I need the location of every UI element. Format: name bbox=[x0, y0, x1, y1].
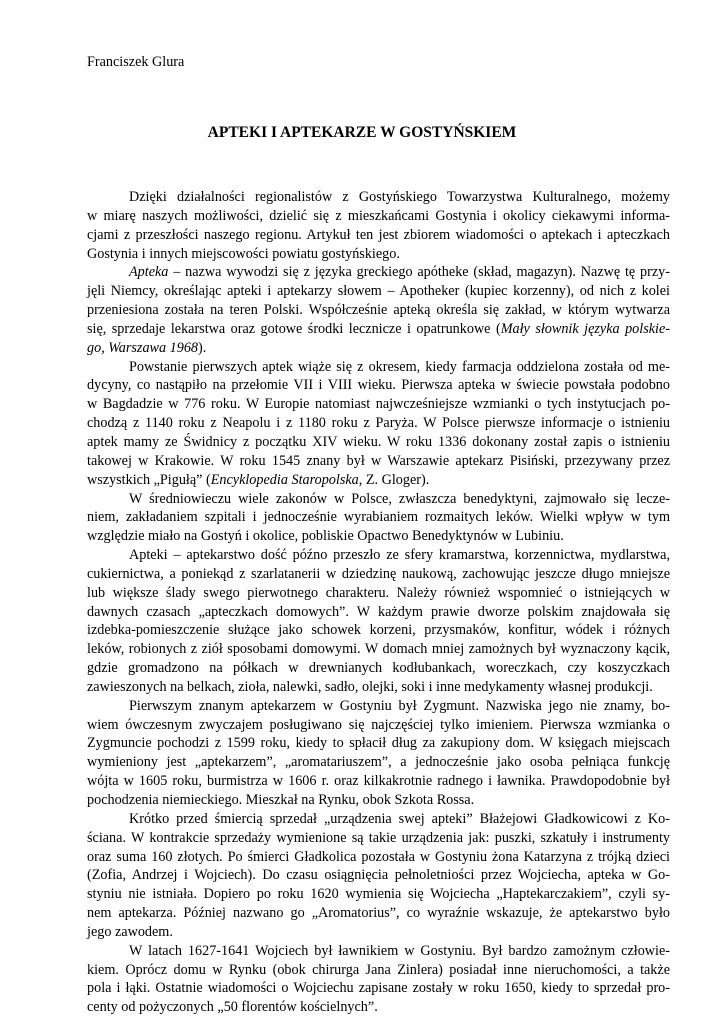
text-line: oraz suma 160 złotych. Po śmierci Gładkolica pozostała w Gostyniu żona Katarzyna z trójką dzieci bbox=[87, 848, 670, 865]
text-line: nem aptekarza. Później nazwano go „Aromatorius”, co wyraźnie wskazuje, że aptekarstwo było bbox=[87, 905, 670, 922]
text-line: Gostynia i innych miejscowości powiatu gostyńskiego. bbox=[87, 245, 400, 262]
text-line: jęli Niemcy, określając apteki i aptekarzy słowem – Apotheker (kupiec korzenny), od nich z kolei bbox=[87, 283, 670, 300]
text-line: pochodzenia niemieckiego. Mieszkał na Rynku, obok Szkota Rossa. bbox=[87, 792, 475, 808]
text-line: aptek mamy ze Świdnicy z początku XIV wieku. W roku 1336 dokonany został zapis o istnieniu bbox=[87, 433, 670, 450]
text-line: Zygmuncie pochodzi z 1599 roku, kiedy to spłacił dług za zakupiony dom. W księgach miejscach bbox=[87, 735, 670, 752]
text-line: Powstanie pierwszych aptek wiąże się z okresem, kiedy farmacja oddzielona została od me- bbox=[129, 358, 670, 375]
text-line: w miarę naszych możliwości, dzielić się z mieszkańcami Gostynia i okolicy ciekawymi informa- bbox=[87, 207, 670, 224]
text-line: względzie miało na Gostyń i okolice, pobliskie Opactwo Benedyktynów w Lubiniu. bbox=[87, 528, 564, 545]
text-line: cukiernictwa, a poniekąd z szarlatanerii w dziedzinę naukową, zachowując jeszcze długo mniejsze bbox=[87, 565, 670, 582]
paragraph bbox=[87, 263, 670, 357]
paragraph bbox=[87, 942, 670, 1017]
paragraph bbox=[87, 697, 670, 810]
text-line: się, sprzedaje lekarstwa oraz gotowe środki lecznicze i opatrunkowe (Mały słownik języka polskie- bbox=[87, 320, 670, 337]
text-line: W latach 1627-1641 Wojciech był ławnikiem w Gostyniu. Był bardzo zamożnym człowie- bbox=[129, 942, 670, 959]
text-line: lub większe ślady swego pierwotnego charakteru. Należy również wspomnieć o istniejących w bbox=[87, 584, 670, 601]
text-line: w Bagdadzie w 776 roku. W Europie natomiast najwcześniejsze wzmianki o tych instytucjach po- bbox=[87, 396, 670, 413]
text-line: Dzięki działalności regionalistów z Gostyńskiego Towarzystwa Kulturalnego, możemy bbox=[129, 189, 670, 205]
paragraph bbox=[87, 188, 670, 263]
paragraph bbox=[87, 546, 670, 697]
text-line: izdebka-pomieszczenie służące jako schowek korzeni, przysmaków, konfitur, wódek i różnych bbox=[87, 622, 670, 639]
paragraph bbox=[87, 810, 670, 942]
text-line: kiem. Oprócz domu w Rynku (obok chirurga Jana Zinlera) posiadał inne nieruchomości, a także bbox=[87, 961, 670, 978]
text-line: dycyny, co nastąpiło na przełomie VII i VIII wieku. Pierwsza apteka w świecie powstała podobno bbox=[87, 377, 670, 394]
author-name: Franciszek Glura bbox=[87, 54, 185, 70]
text-line: (Zofia, Andrzej i Wojciech). Do czasu osiągnięcia pełnoletniości przez Wojciecha, apteka w Go- bbox=[87, 867, 670, 884]
text-line: Apteki – aptekarstwo dość późno przeszło ze sfery kramarstwa, korzennictwa, mydlarstwa, bbox=[129, 547, 670, 564]
text-line: chodzą z 1140 roku z Neapolu i z 1180 roku z Paryża. W Polsce pierwsze informacje o istnieniu bbox=[87, 415, 670, 432]
text-line: Krótko przed śmiercią sprzedał „urządzenia swej apteki” Błażejowi Gładkowicowi z Ko- bbox=[129, 810, 670, 827]
text-line: W średniowieczu wiele zakonów w Polsce, zwłaszcza benedyktyni, zajmowało się lecze- bbox=[129, 490, 670, 507]
text-line: cjami z przeszłości naszego regionu. Artykuł ten jest zbiorem wiadomości o aptekach i apteczkach bbox=[87, 226, 670, 243]
paragraph bbox=[87, 358, 670, 490]
text-line: niem, zakładaniem szpitali i jednocześnie wyrabianiem rozmaitych leków. Wielki wpływ w tym bbox=[87, 509, 670, 526]
text-line: styniu nie istniała. Dopiero po roku 1620 wymienia się Wojciecha „Haptekarczakiem”, czyli sy- bbox=[87, 886, 670, 903]
text-line: gdzie gromadzono na półkach w drewnianych kodłubankach, woreczkach, czy koszyczkach bbox=[87, 660, 670, 677]
text-line: centy od pożyczonych „50 florentów kościelnych”. bbox=[87, 999, 378, 1016]
text-line: jego zawodem. bbox=[87, 923, 173, 940]
text-line: leków, robionych z ziół sposobami domowymi. W domach mniej zamożnych był wyznaczony kącik, bbox=[87, 641, 670, 658]
text-line: dawnych czasach „apteczkach domowych”. W każdym prawie dworze polskim znajdowała się bbox=[87, 603, 670, 620]
text-line: takowej w Krakowie. W roku 1545 znany był w Warszawie aptekarz Pisiński, przezywany przez bbox=[87, 452, 670, 469]
text-line: wszystkich „Pigułą” (Encyklopedia Staropolska, Z. Gloger). bbox=[87, 471, 430, 488]
text-line: ściana. W kontrakcie sprzedaży wymienione są takie urządzenia jak: puszki, szkatuły i instrumenty bbox=[87, 829, 670, 846]
article-title: APTEKI I APTEKARZE W GOSTYŃSKIEM bbox=[207, 124, 517, 141]
text-line: wiem ówczesnym zwyczajem posługiwano się najczęściej tylko imieniem. Pierwsza wzmianka o bbox=[87, 716, 670, 733]
text-line: wójta w 1605 roku, burmistrza w 1606 r. oraz kilkakrotnie radnego i ławnika. Prawdopodobnie był bbox=[87, 773, 670, 790]
text-line: zawieszonych na belkach, zioła, nalewki, sadło, olejki, soki i inne medykamenty własnej produkcji. bbox=[87, 678, 653, 695]
paragraph bbox=[87, 490, 670, 547]
text-line: go, Warszawa 1968). bbox=[87, 339, 207, 356]
text-line: Apteka – nazwa wywodzi się z języka greckiego apótheke (skład, magazyn). Nazwę tę przy- bbox=[129, 264, 670, 281]
article-body bbox=[87, 188, 670, 1017]
text-line: Pierwszym znanym aptekarzem w Gostyniu był Zygmunt. Nazwiska jego nie znamy, bo- bbox=[129, 697, 670, 714]
text-line: pola i łąki. Ostatnie wiadomości o Wojciechu zapisane zostały w roku 1650, kiedy to sprzedał pro- bbox=[87, 980, 670, 997]
text-line: wymieniony jest „aptekarzem”, „aromatariuszem”, a jednocześnie jako osoba pełniąca funkcję bbox=[87, 754, 670, 771]
text-line: przeniesiona została na teren Polski. Współcześnie apteką określa się zakład, w którym wytwarza bbox=[87, 302, 670, 319]
